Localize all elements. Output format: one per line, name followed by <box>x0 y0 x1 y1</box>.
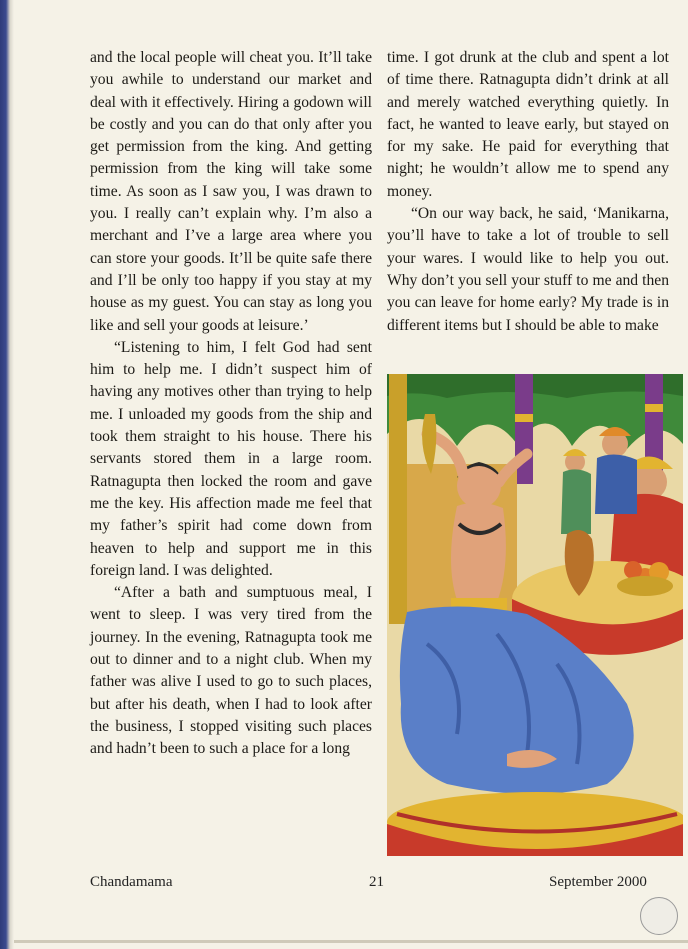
left-paragraph-2: “Listening to him, I felt God had sent him to help me. I didn’t suspect him of having any motives other than trying to help me. I unloaded my goods from the ship and took them straight to his house. There his servants stored them in a large room. Ratnagupta then locked the room and gave me the key. His affection made me feel that my father’s spirit had come down from heaven to help and support me in this foreign land. I was delighted. <box>90 338 372 579</box>
page-binding-edge <box>0 0 14 949</box>
library-stamp-icon <box>640 897 678 935</box>
right-paragraph-2: “On our way back, he said, ‘Manikarna, you’ll have to take a lot of trouble to sell your wares. I would like to help you out. Why don’t you sell your stuff to me and then you can leave for home early? My trade is in different items but I should be able to make <box>387 205 669 334</box>
dancer-scene-image <box>387 374 683 856</box>
page-bottom-edge <box>14 940 688 943</box>
right-paragraph-1: time. I got drunk at the club and spent a lot of time there. Ratnagupta didn’t drink at all and merely watched everything quietly. In fact, he wanted to leave early, but stayed on for my sake. He paid for everything that night; he wouldn’t allow me to spend any money. <box>387 49 669 200</box>
right-text-column <box>387 47 669 337</box>
story-illustration <box>387 374 683 856</box>
left-paragraph-3: “After a bath and sumptuous meal, I went to sleep. I was very tired from the journey. In the evening, Ratnagupta took me out to dinner and to a night club. When my father was alive I used to go to such places, but after his death, when I had to look after the business, I stopped visiting such places and hadn’t been to such a place for a long <box>90 584 372 758</box>
left-paragraph-1: and the local people will cheat you. It’ll take you awhile to understand our market and deal with it effectively. Hiring a godown will be costly and you can do that only after you get permission from the king. And getting permission from the king will take some time. As soon as I saw you, I was drawn to you. I really can’t explain why. I’m also a merchant and I’ve a large area where you can store your goods. It’ll be quite safe there and I’ll be only too happy if you stay at my house as my guest. You can stay as long you like and sell your goods at leisure.’ <box>90 49 372 334</box>
footer-date: September 2000 <box>549 874 647 890</box>
footer-magazine-name: Chandamama <box>90 874 173 890</box>
footer-page-number: 21 <box>369 874 384 890</box>
left-text-column <box>90 47 372 761</box>
